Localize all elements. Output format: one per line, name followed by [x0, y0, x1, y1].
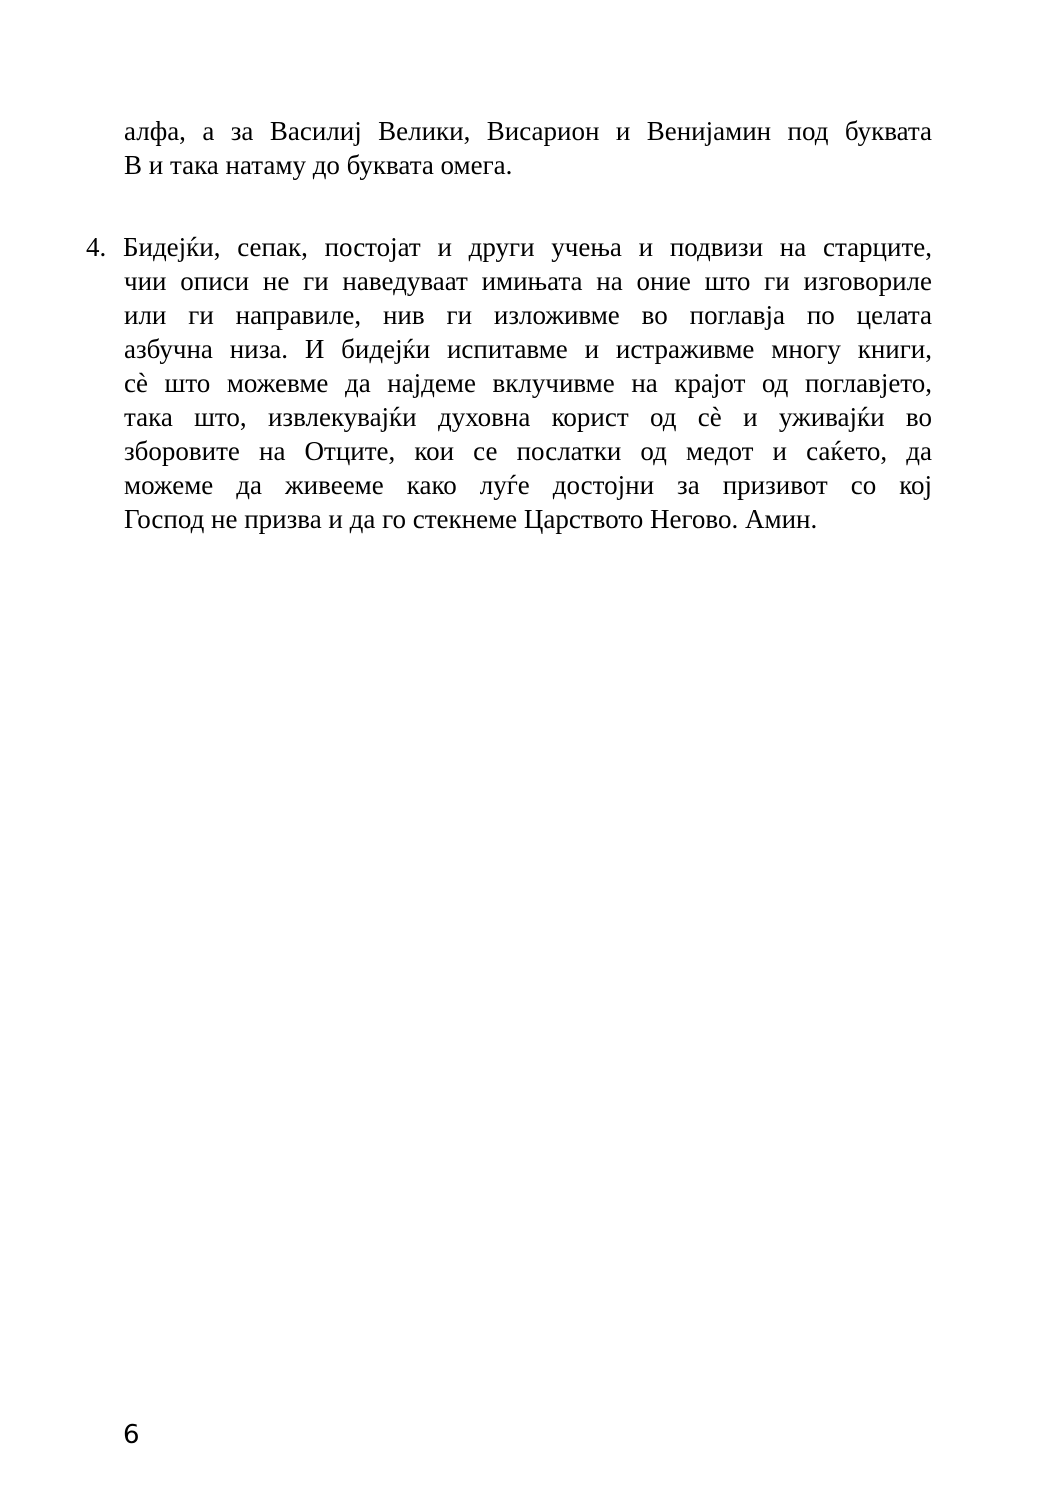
text-line: Господ не призва и да го стекнеме Царството Негово. Амин.	[124, 504, 818, 534]
paragraph-4	[86, 230, 932, 536]
text-line: 4. Бидејќи, сепак, постојат и други учења и подвизи на старците,	[86, 232, 932, 262]
text-line: сè што можевме да најдеме вклучивме на крајот од поглавјето,	[124, 368, 932, 398]
text-line: можеме да живееме како луѓе достојни за призивот со кој	[124, 470, 932, 500]
text-line: или ги направиле, нив ги изложивме во поглавја по целата	[124, 300, 932, 330]
text-line: В и така натаму до буквата омега.	[124, 150, 513, 180]
text-line: зборовите на Отците, кои се послатки од медот и саќето, да	[124, 436, 932, 466]
page-number: 6	[123, 1420, 140, 1450]
text-line: азбучна низа. И бидејќи испитавме и истраживме многу книги,	[124, 334, 932, 364]
paragraph-continued	[124, 114, 932, 182]
text-line: алфа, а за Василиј Велики, Висарион и Венијамин под буквата	[124, 116, 932, 146]
text-line: така што, извлекувајќи духовна корист од сè и уживајќи во	[124, 402, 932, 432]
text-line: чии описи не ги наведуваат имињата на оние што ги изговориле	[124, 266, 932, 296]
